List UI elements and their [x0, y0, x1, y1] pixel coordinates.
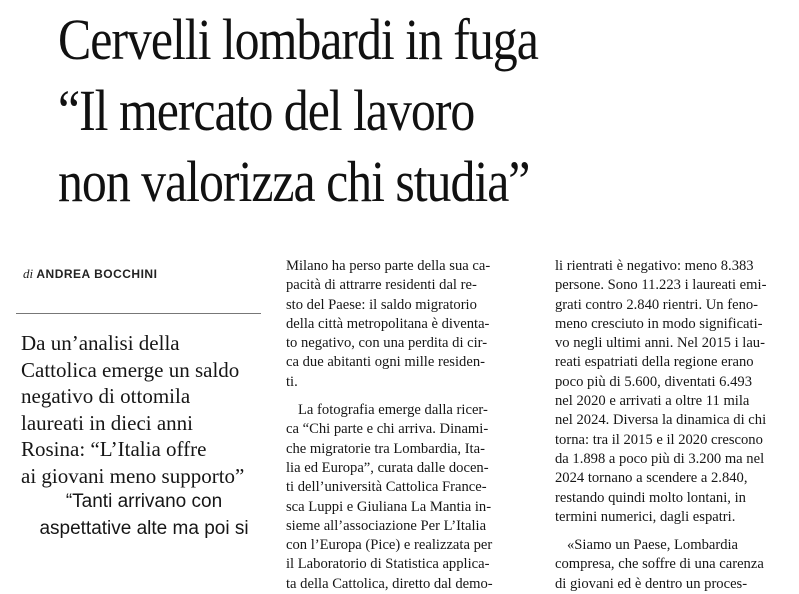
summary-line: ai giovani meno supporto” — [21, 463, 245, 488]
byline — [23, 266, 157, 282]
paragraph-gap — [555, 527, 799, 536]
text-line: ca “Chi parte e chi arriva. Dinami- — [286, 421, 489, 438]
text-line: nel 2024. Diversa la dinamica di chi — [555, 412, 767, 429]
text-line: meno cresciuto in modo significati- — [555, 315, 763, 332]
summary-line: Cattolica emerge un saldo — [21, 357, 240, 382]
pull-quote-line: “Tanti arrivano con — [65, 491, 223, 512]
headline-line-3: non valorizza chi studia” — [58, 149, 530, 214]
text-line: grati contro 2.840 rientri. Un feno- — [555, 296, 759, 313]
text-line: ti dell’università Cattolica France- — [286, 479, 487, 496]
headline-line-1: Cervelli lombardi in fuga — [58, 7, 538, 72]
text-line: Milano ha perso parte della sua ca- — [286, 258, 491, 274]
summary-divider — [16, 313, 261, 314]
text-line: 2024 tornano a scendere a 2.840, — [555, 470, 748, 487]
pull-quote — [20, 488, 268, 542]
text-line: il Laboratorio di Statistica applica- — [286, 556, 490, 573]
text-line: li rientrati è negativo: meno 8.383 — [555, 258, 754, 274]
text-line: di giovani ed è dentro un proces- — [555, 575, 748, 592]
text-line: da 1.898 a poco più di 3.200 ma nel — [555, 450, 765, 467]
headline — [58, 4, 695, 217]
summary-line: laureati in dieci anni — [21, 410, 194, 435]
pull-quote-line: aspettative alte ma poi si — [39, 518, 249, 539]
summary-line: Rosina: “L’Italia offre — [21, 437, 207, 461]
text-line: sca Luppi e Giuliana La Mantia in- — [286, 498, 492, 515]
summary-deck — [21, 330, 266, 489]
text-line: con l’Europa (Pice) e realizzata per — [286, 537, 493, 554]
text-line: della città metropolitana è diventa- — [286, 315, 490, 332]
text-line: to negativo, con una perdita di cir- — [286, 335, 488, 352]
text-line: reati espatriati della regione erano — [555, 354, 754, 371]
text-line: che migratorie tra Lombardia, Ita- — [286, 440, 485, 457]
paragraph-gap — [286, 392, 541, 401]
summary-line: Da un’analisi della — [21, 331, 180, 355]
text-line: torna: tra il 2015 e il 2020 crescono — [555, 431, 763, 448]
summary-line: negativo di ottomila — [21, 384, 191, 408]
text-line: lia ed Europa”, curata dalle docen- — [286, 459, 489, 476]
text-line: sto del Paese: il saldo migratorio — [286, 296, 477, 313]
text-line: ta della Cattolica, diretto dal demo- — [286, 575, 493, 592]
text-line: poco più di 5.600, diventati 6.493 — [555, 373, 752, 390]
text-line: restando quindi molto lontani, in — [555, 489, 746, 506]
text-line: sieme all’associazione Per L’Italia — [286, 517, 487, 534]
text-line: ca due abitanti ogni mille residen- — [286, 354, 485, 371]
byline-author: ANDREA BOCCHINI — [36, 267, 158, 281]
text-line: persone. Sono 11.223 i laureati emi- — [555, 277, 767, 294]
article-column-2 — [555, 257, 799, 594]
text-line: La fotografia emerge dalla ricer- — [298, 402, 488, 419]
byline-prefix: di — [23, 266, 34, 281]
text-line: compresa, che soffre di una carenza — [555, 556, 764, 573]
text-line: ti. — [286, 373, 298, 390]
text-line: termini numerici, dagli espatri. — [555, 508, 736, 525]
article-column-1 — [286, 257, 541, 594]
headline-line-2: “Il mercato del lavoro — [58, 78, 475, 143]
text-line: vo negli ultimi anni. Nel 2015 i lau- — [555, 335, 765, 352]
text-line: «Siamo un Paese, Lombardia — [567, 537, 739, 554]
text-line: nel 2020 e arrivati a oltre 11 mila — [555, 393, 750, 410]
text-line: pacità di attrarre residenti dal re- — [286, 277, 477, 294]
